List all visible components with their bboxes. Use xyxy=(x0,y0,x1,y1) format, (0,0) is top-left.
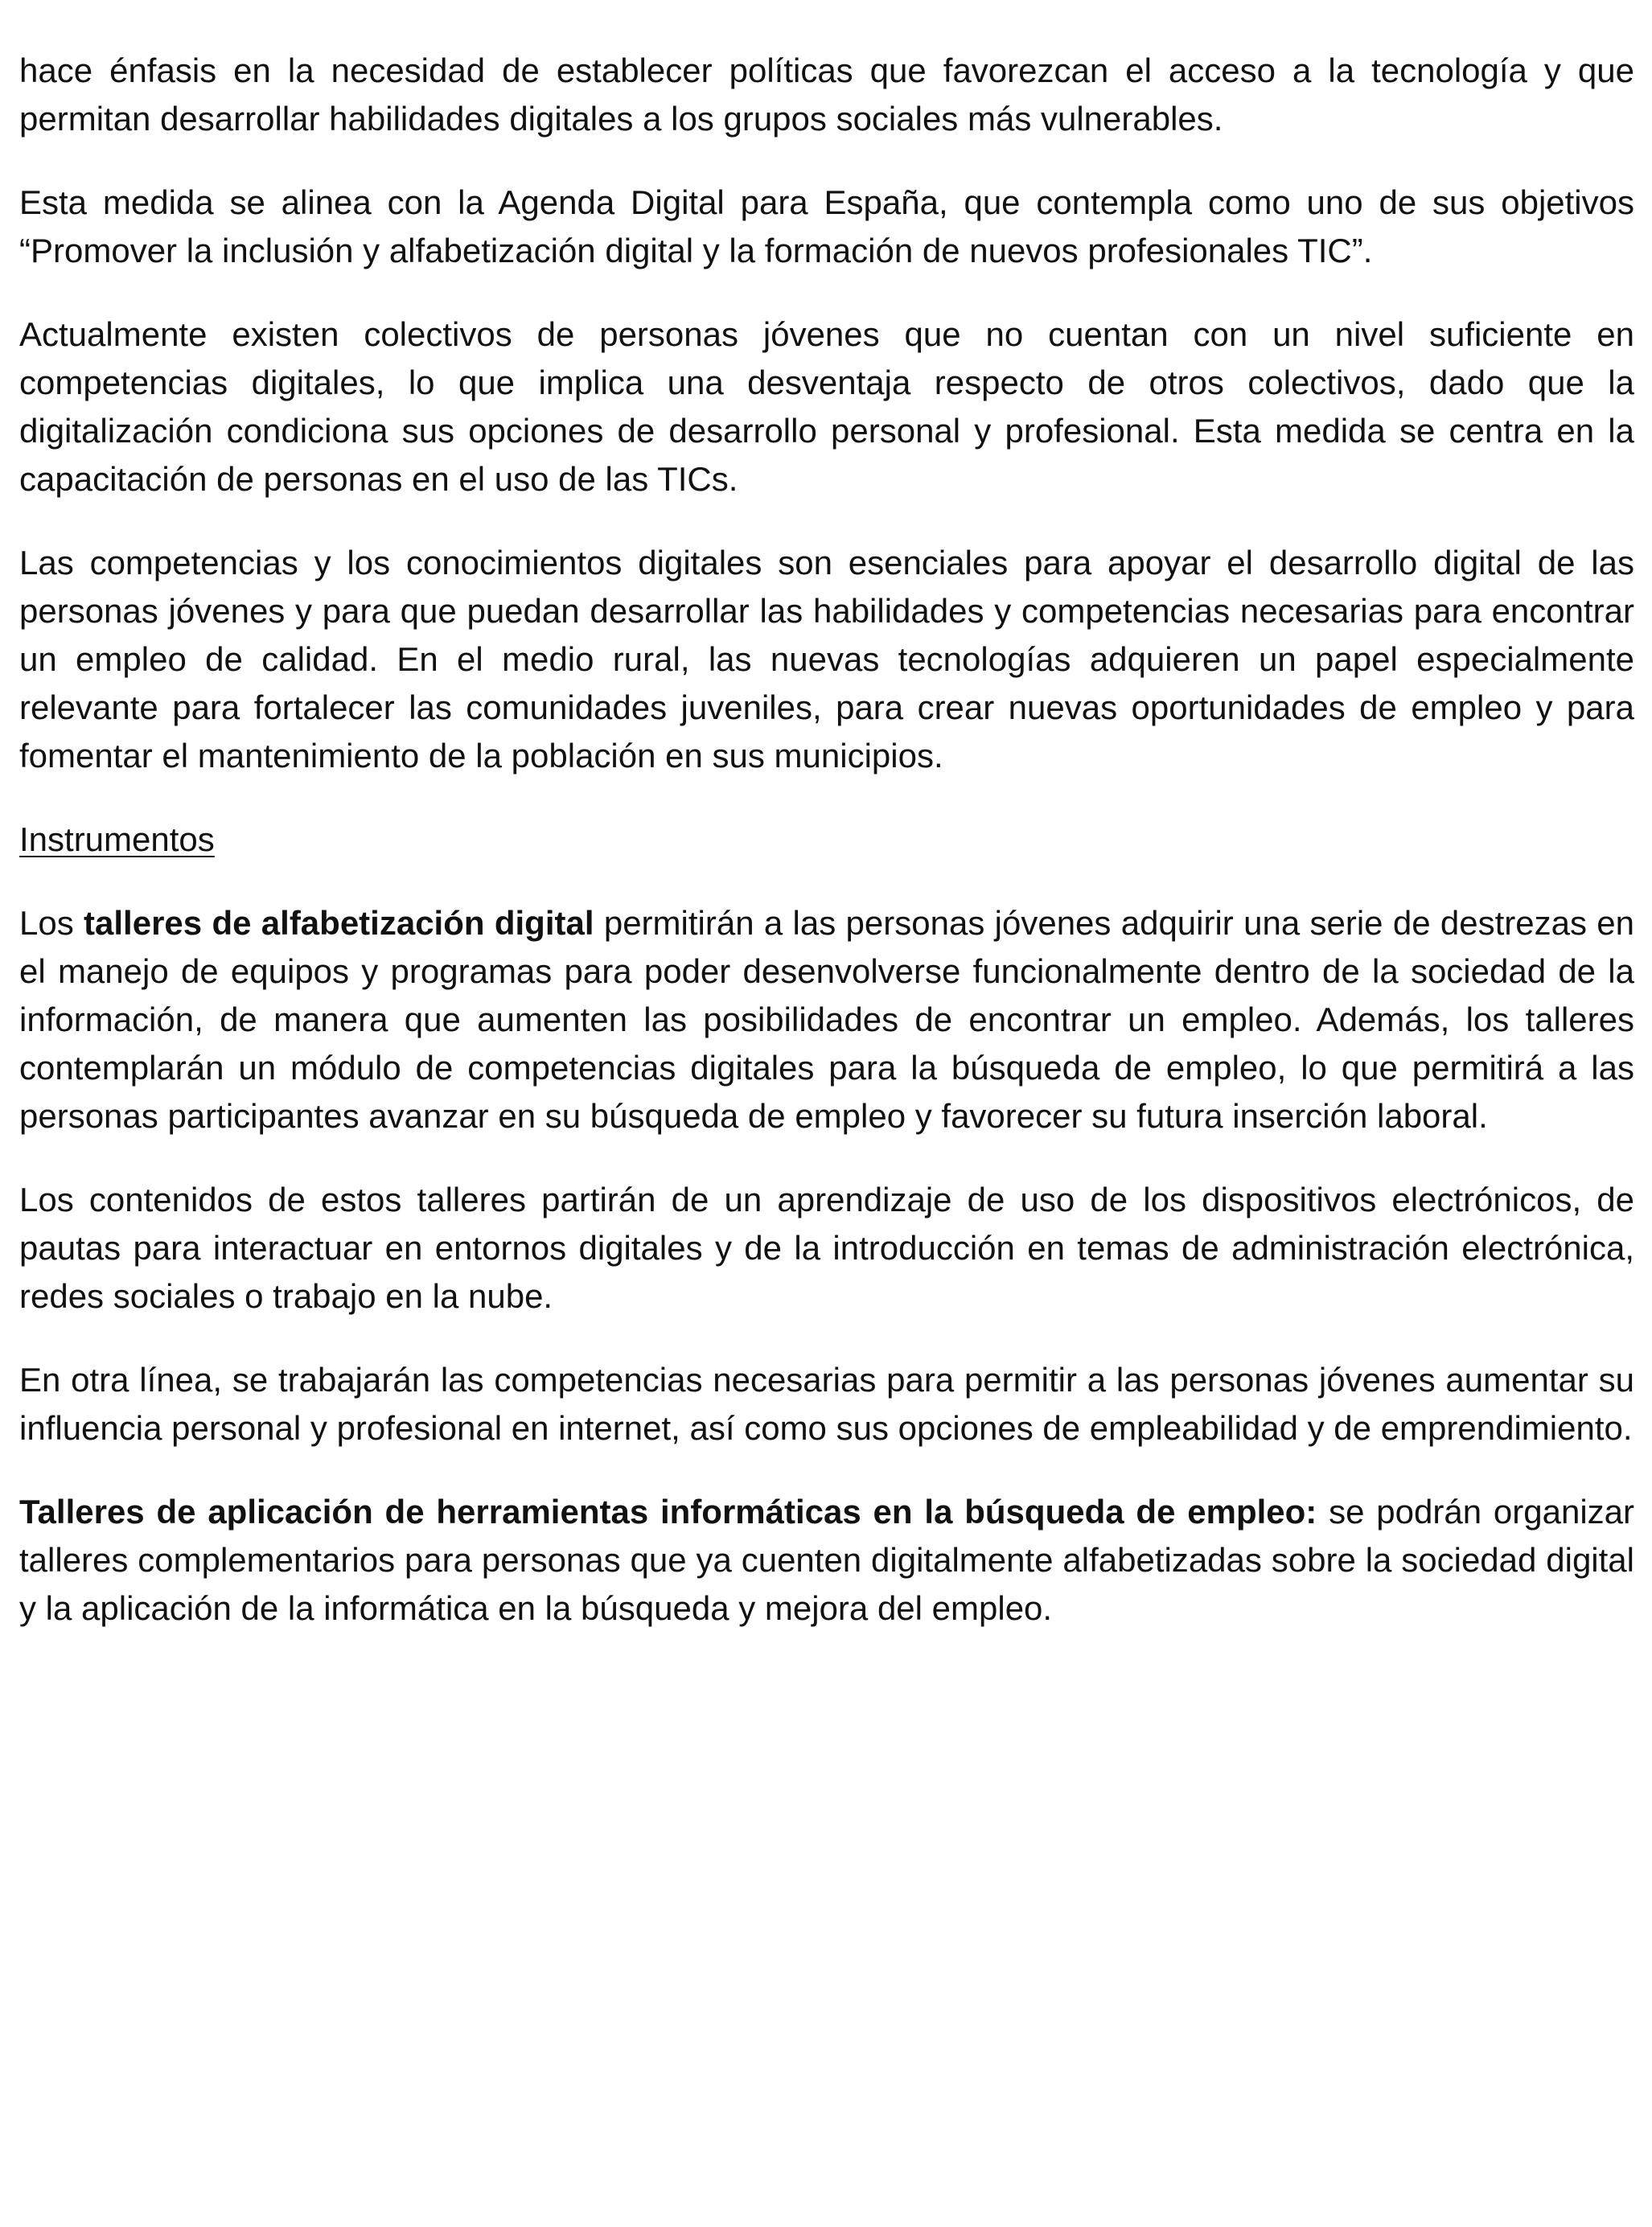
paragraph-text: permitirán a las personas jóvenes adquirir una serie de destrezas en el manejo de equipos y programas para poder desenvolverse funcionalmente dentro de la sociedad de la información, de manera que aumenten las posibilidades de encontrar un empleo. Además, los talleres contemplarán un módulo de competencias digitales para la búsqueda de empleo, lo que permitirá a las personas participantes avanzar en su búsqueda de empleo y favorecer su futura inserción laboral. xyxy=(19,904,1635,1135)
paragraph-competencias: Las competencias y los conocimientos digitales son esenciales para apoyar el desarrollo digital de las personas jóvenes y para que puedan desarrollar las habilidades y competencias necesarias para encontrar un empleo de calidad. En el medio rural, las nuevas tecnologías adquieren un papel especialmente relevante para fortalecer las comunidades juveniles, para crear nuevas oportunidades de empleo y para fomentar el mantenimiento de la población en sus municipios. xyxy=(19,544,1634,775)
paragraph-talleres-alfabetizacion xyxy=(19,899,1634,1140)
paragraph-text: se podrán organizar talleres complementarios para personas que ya cuenten digitalmente alfabetizadas sobre la sociedad digital y la aplicación de la informática en la búsqueda y mejora del empleo. xyxy=(19,1493,1634,1627)
paragraph-text: Los xyxy=(19,904,84,942)
section-heading-instrumentos: Instrumentos xyxy=(19,820,215,858)
paragraph-intro: hace énfasis en la necesidad de establecer políticas que favorezcan el acceso a la tecnología y que permitan desarrollar habilidades digitales a los grupos sociales más vulnerables. xyxy=(19,51,1634,138)
bold-term: talleres de alfabetización digital xyxy=(84,904,594,942)
document-page xyxy=(19,47,1634,1668)
paragraph-colectivos: Actualmente existen colectivos de personas jóvenes que no cuentan con un nivel suficiente en competencias digitales, lo que implica una desventaja respecto de otros colectivos, dado que la digitalización condiciona sus opciones de desarrollo personal y profesional. Esta medida se centra en la capacitación de personas en el uso de las TICs. xyxy=(19,315,1634,498)
paragraph-otra-linea: En otra línea, se trabajarán las competencias necesarias para permitir a las personas jóvenes aumentar su influencia personal y profesional en internet, así como sus opciones de empleabilidad y de emprendimiento. xyxy=(19,1361,1634,1447)
paragraph-agenda-digital: Esta medida se alinea con la Agenda Digital para España, que contempla como uno de sus objetivos “Promover la inclusión y alfabetización digital y la formación de nuevos profesionales TIC”. xyxy=(19,183,1634,269)
bold-term: Talleres de aplicación de herramientas informáticas en la búsqueda de empleo: xyxy=(19,1493,1317,1531)
paragraph-talleres-herramientas xyxy=(19,1488,1634,1633)
paragraph-contenidos: Los contenidos de estos talleres partirán de un aprendizaje de uso de los dispositivos electrónicos, de pautas para interactuar en entornos digitales y de la introducción en temas de administración electrónica, redes sociales o trabajo en la nube. xyxy=(19,1181,1634,1315)
